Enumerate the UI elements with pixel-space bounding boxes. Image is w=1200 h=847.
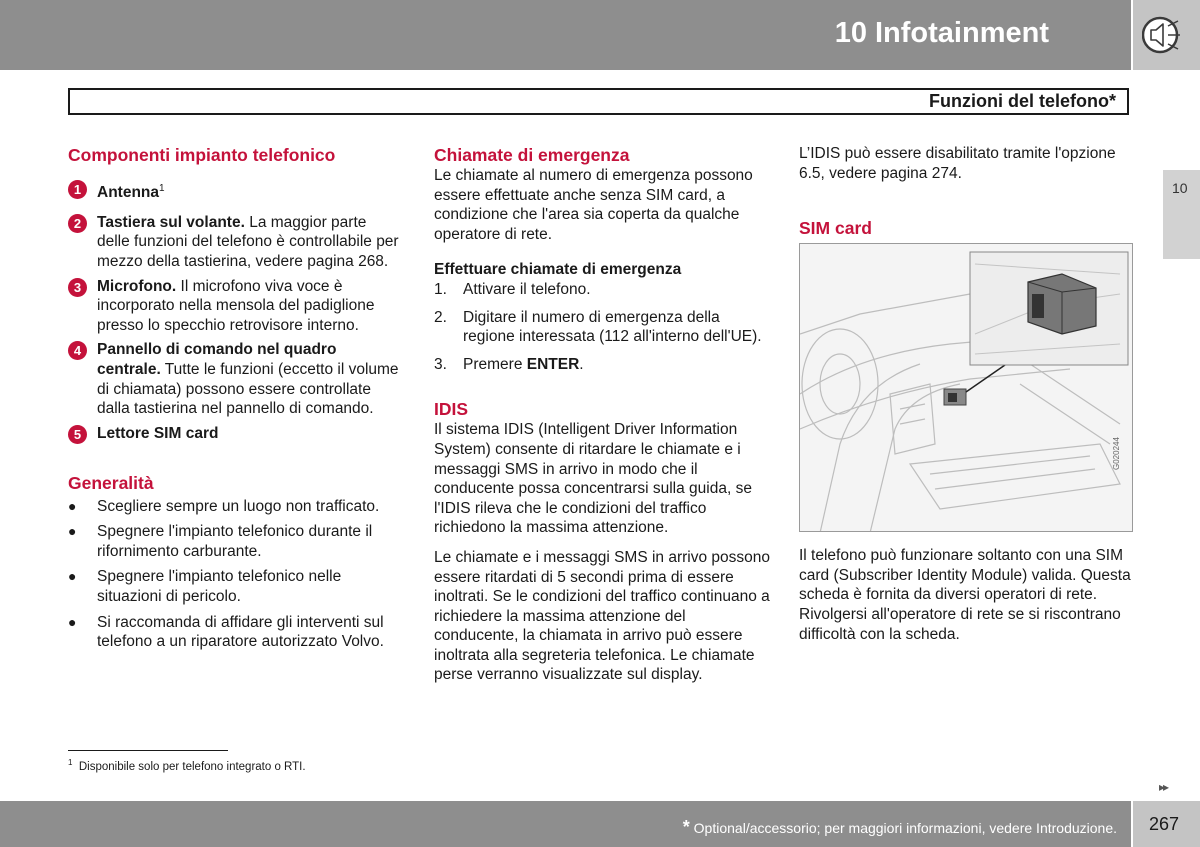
figure-code: G020244 (1112, 437, 1121, 471)
component-description: Tutte le funzioni (eccetto il volume di chiamata) possono essere controllate dalla tastierina nel pannello di comando. (97, 360, 399, 418)
sim-card-illustration (799, 243, 1133, 532)
column-right (799, 144, 1137, 644)
section-title-box (68, 88, 1129, 115)
side-tab-label: 10 (1172, 180, 1188, 196)
idis-paragraph-2: Le chiamate e i messaggi SMS in arrivo possono essere ritardati di 5 secondi prima di essere inoltrati. Se le condizioni del traffico continuano a richiedere la massima attenzione del conducente, la chiamata in arrivo può essere inoltrata alla segreteria telefonica. Le chiamate perse verranno visualizzate sul display. (434, 548, 770, 684)
column-left (68, 144, 403, 658)
number-badge: 4 (68, 341, 87, 360)
bullet-item: ● Spegnere l'impianto telefonico durante il rifornimento carburante. (68, 523, 373, 560)
footer-note: * Optional/accessorio; per maggiori informazioni, vedere Introduzione. (682, 817, 1117, 837)
step-item: 3. Premere ENTER. (434, 355, 584, 373)
component-name: Microfono. (97, 277, 177, 295)
car-interior-drawing (800, 244, 1133, 532)
component-item-1 (68, 179, 403, 203)
sim-heading: SIM card (799, 218, 872, 239)
footnote-ref: 1 (159, 183, 165, 194)
bullet-item: ● Si raccomanda di affidare gli interventi sul telefono a un riparatore autorizzato Volvo. (68, 613, 384, 651)
emergency-heading: Chiamate di emergenza (434, 145, 630, 165)
bullet-item: ● Spegnere l'impianto telefonico nelle situazioni di pericolo. (68, 568, 342, 606)
component-name: Tastiera sul volante. (97, 213, 245, 231)
bullet-item: ● Scegliere sempre un luogo non trafficato. (68, 497, 380, 515)
idis-heading: IDIS (434, 399, 469, 420)
component-item-3 (68, 277, 403, 336)
header-bar (0, 0, 1131, 70)
continue-arrow-icon: ▸▸ (1159, 780, 1168, 794)
make-call-heading: Effettuare chiamate di emergenza (434, 261, 682, 279)
component-item-4 (68, 340, 403, 418)
footnote-number: 1 (68, 758, 73, 767)
footnote-rule (68, 750, 228, 751)
chapter-title: 10 Infotainment (834, 17, 1049, 49)
page-number-box (1133, 801, 1200, 847)
component-name: Antenna (97, 184, 159, 202)
idis-paragraph-1: Il sistema IDIS (Intelligent Driver Information System) consente di ritardare le chiamate e i messaggi SMS in arrivo in modo che il conducente possa concentrarsi sulla guida, se l'IDIS rileva che le condizioni del traffico richiedono la massima attenzione. (434, 421, 752, 537)
component-item-2 (68, 213, 403, 272)
number-badge: 2 (68, 214, 87, 233)
footer-bar (0, 801, 1131, 847)
component-name: Pannello di comando nel quadro centrale. (97, 341, 337, 378)
component-name: Lettore SIM card (97, 424, 219, 442)
footnote-text: Disponibile solo per telefono integrato o RTI. (78, 760, 306, 773)
component-item-5 (68, 424, 403, 444)
step-item: 1. Attivare il telefono. (434, 280, 591, 298)
page-number: 267 (1149, 814, 1180, 834)
number-badge: 5 (68, 425, 87, 444)
speaker-icon (1142, 15, 1190, 55)
emergency-text: Le chiamate al numero di emergenza possono essere effettuate anche senza SIM card, a condizione che l'area sia coperta da qualche operatore di rete. (434, 167, 753, 243)
number-badge: 3 (68, 278, 87, 297)
chapter-side-tab (1163, 170, 1200, 259)
general-heading: Generalità (68, 472, 154, 493)
component-description: La maggior parte delle funzioni del telefono è controllabile per mezzo della tastierina, vedere pagina 268. (97, 213, 399, 270)
section-title: Funzioni del telefono* (929, 91, 1116, 111)
sim-text: Il telefono può funzionare soltanto con una SIM card (Subscriber Identity Module) valida. Questa scheda è fornita da diversi operatori di rete. Rivolgersi all'operatore di rete se si riscontrano difficoltà con la scheda. (799, 547, 1131, 643)
idis-disable-text: L’IDIS può essere disabilitato tramite l'opzione 6.5, vedere pagina 274. (799, 145, 1116, 182)
footnote (68, 758, 306, 773)
step-item: 2. Digitare il numero di emergenza della regione interessata (112 all'interno dell'UE). (434, 308, 762, 346)
number-badge: 1 (68, 180, 87, 199)
component-description: Il microfono viva voce è incorporato nella mensola del padiglione presso lo specchio retrovisore interno. (97, 277, 375, 334)
column-middle (434, 144, 770, 685)
components-heading: Componenti impianto telefonico (68, 145, 336, 165)
